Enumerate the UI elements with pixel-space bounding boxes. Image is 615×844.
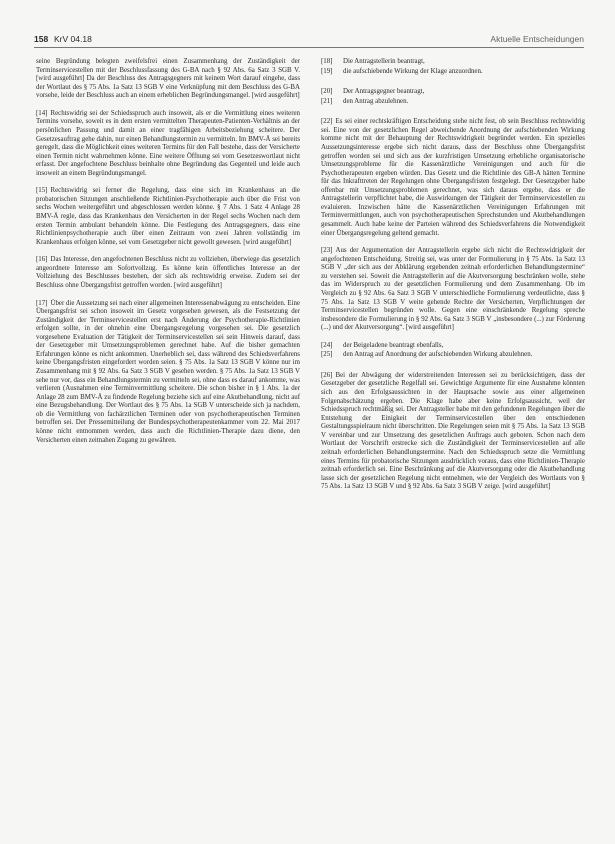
paragraph-number: [17] bbox=[36, 299, 48, 307]
section-title: Aktuelle Entscheidungen bbox=[490, 34, 584, 44]
intro-paragraph: seine Begründung belegten zweifelsfrei einen Zusammenhang der Zuständigkeit der Terminservicestellen mit der Beschlussfassung des G-BA nach § 92 Abs. 6a Satz 3 SGB V. [wird ausgeführt] Da der Beschluss des Antragsgegners mit keinem Wort darauf eingehe, dass der Wortlaut des § 75 Abs. 1a Satz 13 SGB V eine Verknüpfung mit dem Beschluss des G-BA vorsehe, leide der Beschluss auch an einem erheblichen Begründungsmangel. [wird ausgeführt] bbox=[36, 58, 300, 100]
paragraph-26 bbox=[321, 372, 585, 492]
paragraph-17 bbox=[36, 300, 300, 446]
paragraph-text: Aus der Argumentation der Antragstellerin ergebe sich nicht die Rechtswidrigkeit der angefochtenen Entscheidung. Streitig sei, was unter der Formulierung in § 75 Abs. 1a Satz 13 SGB V „der sich aus der Abklärung ergebenden zeitnah erforderlichen Behandlungstermine“ zu verstehen sei. Soweit die Antragstellerin auf die Akutversorgung beschränken wolle, stehe das im Widerspruch zu der gesetzlichen Formulierung und dem Zusammenhang. Ob im Vergleich zu § 92 Abs. 6a Satz 3 SGB V unterschiedliche Formulierung verdeutlichte, dass § 75 Abs. 1a Satz 13 SGB V weite gehende Rechte der Versicherten, Verpflichtungen der Terminservicestellen begründen wolle. Gegen eine einschränkende Regelung spreche insbesondere die Formulierung in § 92 Abs. 6a Satz 3 SGB V „insbesondere (...) zur Förderung (...) und der Akutversorgung“. [wird ausgeführt] bbox=[321, 247, 585, 332]
list-item-text: der Beigeladene beantragt ebenfalls, bbox=[343, 341, 444, 349]
paragraph-number: [22] bbox=[321, 118, 333, 126]
paragraph-number: [15] bbox=[36, 187, 48, 195]
paragraph-number: [20] bbox=[321, 88, 333, 96]
paragraph-text: Es sei einer rechtskräftigen Entscheidung stehe nicht fest, ob sein Beschluss rechtswidrig sei. Eine von der gesetzlichen Regel abweichende Anordnung der aufschiebenden Wirkung komme nicht mit der Behauptung der Rechtswidrigkeit begründet werden. Ein spezielles Aussetzungsinteresse ergebe sich nicht daraus, dass der Beschluss ohne Übergangsfrist getroffen worden sei und sich aus der kurzfristigen Umsetzung erhebliche organisatorische Umsetzungsprobleme für die Kassenärztliche Vereinigungen und auch für die Psychotherapeuten ergeben würden. Das Gesetz und die Richtlinie des GB-A hätten Termine für das Inkrafttreten der Regelungen ohne Übergangsfristen festgelegt. Der Gesetzgeber habe offenbar mit Umsetzungsproblemen gerechnet, was sich daraus ergebe, dass er die Antragstellerin verpflichtet habe, die Auswirkungen der Tätigkeit der Terminservicestellen zu evaluieren. Inzwischen hätte die Kassenärztlichen Vereinigungen Erfahrungen mit Terminvermittlungen, auch von psychotherapeutischen Sprechstunden und Akutbehandlungen gesammelt. Auch habe keine der Parteien während des Schiedsverfahrens die Notwendigkeit einer Übergangsregelung geltend gemacht. bbox=[321, 118, 585, 237]
page-number: 158 bbox=[34, 34, 49, 44]
list-item bbox=[321, 68, 585, 77]
paragraph-16 bbox=[36, 256, 300, 290]
motion-list-plaintiff bbox=[321, 58, 585, 76]
paragraph-23 bbox=[321, 247, 585, 333]
paragraph-15 bbox=[36, 187, 300, 247]
list-item-text: die aufschiebende Wirkung der Klage anzuordnen. bbox=[343, 67, 483, 75]
paragraph-number: [19] bbox=[321, 67, 333, 75]
paragraph-number: [18] bbox=[321, 58, 333, 65]
paragraph-number: [26] bbox=[321, 371, 333, 379]
list-item-text: Die Antragstellerin beantragt, bbox=[343, 58, 425, 65]
list-item bbox=[321, 58, 585, 67]
paragraph-text: Das Interesse, den angefochtenen Beschluss nicht zu vollziehen, überwiege das gesetzlich angeordnete Interesse am Sofortvollzug. Es könne kein öffentliches Interesse an der Vollziehung des Beschlusses bestehen, der sich als rechtswidrig erweise. Zudem sei der Beschluss ohne Übergangsfrist getroffen worden. [wird ausgeführt] bbox=[36, 256, 300, 289]
paragraph-number: [25] bbox=[321, 351, 333, 359]
list-item bbox=[321, 342, 585, 351]
paragraph-22 bbox=[321, 118, 585, 238]
list-item-text: Der Antragsgegner beantragt, bbox=[343, 88, 425, 96]
paragraph-text: Rechtswidrig sei ferner die Regelung, dass eine sich im Krankenhaus an die probatorischen Sitzungen anschließende Richtlinien-Psychotherapie auch über die Frist von sechs Wochen weitergeführt und abgeschlossen werden könne. § 7 Abs. 1 Satz 4 Anlage 28 BMV-Ä regle, dass das Krankenhaus den Versicherten in der Regel sechs Wochen nach dem ersten Termin ambulant behandeln könne. Die Festlegung des Antragsgegners, dass eine Richtlinienpsychotherapie auch über einen Zeitraum von zwei Jahren vollständig im Krankenhaus erfolgen könne, sei vom Gesetzgeber nicht gewollt gewesen. [wird ausgeführt] bbox=[36, 187, 300, 246]
journal-name: KrV 04.18 bbox=[54, 34, 92, 44]
paragraph-number: [21] bbox=[321, 97, 333, 105]
header-rule bbox=[34, 47, 584, 48]
paragraph-text: Über die Aussetzung sei nach einer allgemeinen Interessenabwägung zu entscheiden. Eine Übergangsfrist sei schon insoweit im Gesetz vorgesehen gewesen, als die Festsetzung der Zuständigkeit der Terminservicestellen erst nach Änderung der Psychotherapie-Richtlinien erfolgen sollte, in der ohnehin eine Übergangsregelung vorgesehen sei. Die gesetzlich vorgesehene Evaluation der Tätigkeit der Terminservicestellen sei sein Hinweis darauf, dass der Gesetzgeber mit Umsetzungsproblemen gerechnet habe. Auf die bisher gemachten Erfahrungen könne es nicht ankommen. Unerheblich sei, dass während des Schiedsverfahrens keine Übergangsfristen eingefordert worden seien. § 75 Abs. 1a Satz 13 SGB V könne nur im Zusammenhang mit § 92 Abs. 6a Satz 3 SGB V gesehen werden. § 75 Abs. 1a Satz 13 SGB V sehe nur vor, dass ein Behandlungstermin zu vermitteln sei, ohne dass es darauf ankomme, was verlieren (Ausnahmen eine Terminvermittlung scheitere. Die schon bisher in § 1 Abs. 1a der Anlage 28 zum BMV-Ä zu findende Regelung beziehe sich auf eine Akutbehandlung, nicht auf eine Bezugsbehandlung. Der Wortlaut des § 75 Abs. 1a SGB V unterscheide sich ja nachdem, ob die Vermittlung von fachärztlichen Terminen oder von psychotherapeutischen Terminen betroffen sei. Der Pressemitteilung der Bundespsychotherapeutenkammer vom 22. Mai 2017 könne nicht entnommen werden, dass auch die Richtlinien-Therapie dazu diene, den Versicherten einen zeitnahen Zugang zu gewähren. bbox=[36, 299, 300, 444]
paragraph-number: [23] bbox=[321, 247, 333, 255]
left-column bbox=[36, 58, 300, 454]
list-item bbox=[321, 351, 585, 360]
motion-list-intervener bbox=[321, 342, 585, 360]
paragraph-number: [14] bbox=[36, 109, 48, 117]
motion-list-defendant bbox=[321, 88, 585, 106]
paragraph-text: Rechtswidrig sei der Schiedsspruch auch insoweit, als er die Vermittlung eines weiteren Termins vorsehe, soweit es in dem ersten vermittelten Therapeuten-Patienten-Verhältnis an der persönlichen Passung und damit an einer tragfähigen Arbeitsbeziehung scheitere. Der Gesetzesauftrag gehe dahin, nur einen Behandlungstermin zu vermitteln. Im BMV-Ä sei bereits geregelt, dass die Möglichkeit eines weiteren Termins für den Fall bestehe, dass der Versicherte einen Termin nicht wahrnehmen könne. Eine weitere Öffnung sei vom Gesetzeswortlaut nicht erfasst. Der angefochtene Beschluss beinhalte ohne Begründung das Gegenteil und leide auch insoweit an einem Begründungsmangel. bbox=[36, 109, 300, 177]
list-item bbox=[321, 88, 585, 97]
list-item bbox=[321, 98, 585, 107]
list-item-text: den Antrag abzulehnen. bbox=[343, 97, 409, 105]
paragraph-text: Bei der Abwägung der widerstreitenden Interessen sei zu berücksichtigen, dass der Gesetzgeber der gesetzliche Regelfall sei. Gewichtige Argumente für eine Ausnahme könnten sich aus den Erfolgsaussichten in der Hauptsache sowie aus einer allgemeinen Folgenabschätzung ergeben. Die Klage habe aber keine Erfolgsaussicht, weil der Schiedsspruch rechtmäßig sei. Der Antragsteller habe mit den gefundenen Regelungen über die Entstehung der Einigkeit der Terminservicestellen über den entschiedenen Gestaltungsspielraum nicht überschritten. Die Regelungen seien mit § 75 Abs. 1a Satz 13 SGB V vereinbar und zur Umsetzung des gesetzlichen Auftrags auch geboten. Schon nach dem Wortlaut der Vorschrift erstrecke sich die Zuständigkeit der Terminservicestellen auf alle zeitnah erforderlichen Behandlungstermine. Nach den Schiedsspruch setze die Vermittlung eines Termins für probatorische Sitzungen ausdrücklich voraus, dass eine Richtlinien-Therapie zeitnah erforderlich sei. Eine Beschränkung auf die Akutversorgung oder die Akutbehandlung lasse sich der gesetzlichen Regelung nicht entnehmen, wie der Vergleich des Wortlauts von § 75 Abs. 1a Satz 13 SGB V und § 92 Abs. 6a Satz 3 SGB V zeige. [wird ausgeführt] bbox=[321, 371, 585, 491]
paragraph-number: [16] bbox=[36, 256, 48, 264]
right-column bbox=[321, 58, 585, 501]
list-item-text: den Antrag auf Anordnung der aufschiebenden Wirkung abzulehnen. bbox=[343, 351, 533, 359]
page-header bbox=[34, 34, 584, 48]
paragraph-number: [24] bbox=[321, 341, 333, 349]
paragraph-14 bbox=[36, 110, 300, 179]
